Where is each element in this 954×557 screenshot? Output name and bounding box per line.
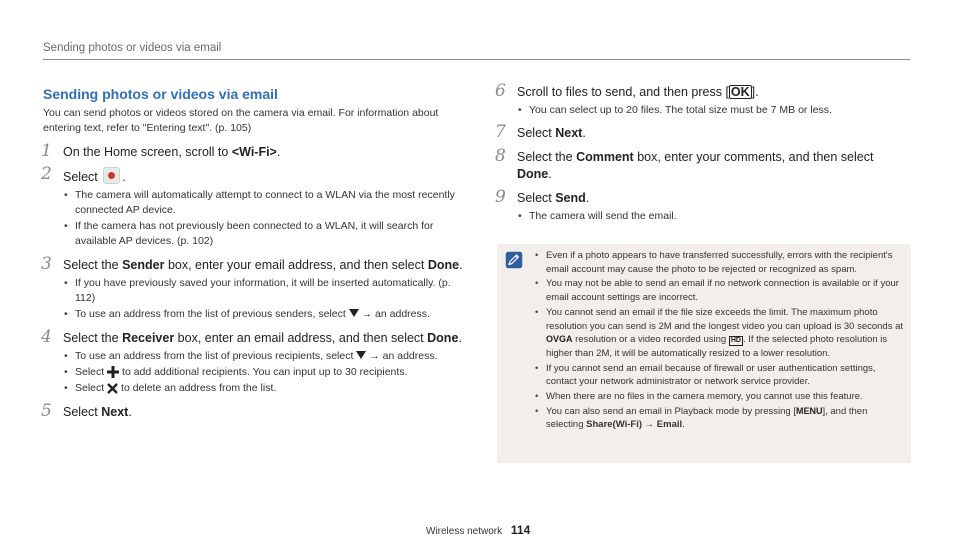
step-1 <box>41 141 463 161</box>
right-column <box>495 81 911 225</box>
down-arrow-icon <box>356 351 366 359</box>
step-text: Scroll to files to send, and then press [ OK ]. <box>517 85 759 99</box>
footer-section: Wireless network <box>426 526 503 537</box>
bullet-item: • Select to delete an address from the list. <box>75 381 463 396</box>
step-4-bullets <box>63 349 463 396</box>
step-number: 3 <box>41 254 52 274</box>
header-rule <box>43 59 910 60</box>
step-text: Select . <box>63 167 463 186</box>
bullet-item: • To use an address from the list of previous recipients, select → an address. <box>75 349 463 364</box>
step-2 <box>41 164 463 249</box>
step-9 <box>495 187 911 224</box>
bullet-item: • If the camera has not previously been connected to a WLAN, it will search for available AP devices. (p. 102) <box>75 219 463 249</box>
bullet-item: • To use an address from the list of previous senders, select → an address. <box>75 307 463 322</box>
step-text: Select the Receiver box, enter an email address, and then select Done. <box>63 331 462 345</box>
step-number: 6 <box>495 81 506 101</box>
note-item: • You cannot send an email if the file size exceeds the limit. The maximum photo resolution you can send is 2M and the longest video you can upload is 30 seconds at OVGA resolution or a video recorded using HD . If the selected photo resolution is higher than 2M, it will be automatically resized to a lower resolution. <box>546 306 904 361</box>
note-box <box>497 244 911 463</box>
bullet-item: • The camera will automatically attempt to connect to a WLAN via the most recently connected AP device. <box>75 188 463 218</box>
step-number: 2 <box>41 164 52 184</box>
step-5 <box>41 401 463 421</box>
note-item: • You may not be able to send an email if no network connection is available or if your email account settings are incorrect. <box>546 277 904 304</box>
step-7 <box>495 122 911 142</box>
menu-button-icon: MENU <box>795 405 823 416</box>
ovga-resolution-icon: OVGA <box>546 334 573 345</box>
bullet-item: • Select to add additional recipients. You can input up to 30 recipients. <box>75 365 463 380</box>
step-2-bullets <box>63 188 463 249</box>
step-9-bullets <box>517 209 911 224</box>
step-number: 5 <box>41 401 52 421</box>
step-number: 1 <box>41 141 52 161</box>
intro-text: You can send photos or videos stored on the camera via email. For information about entering text, refer to "Entering text". (p. 105) <box>43 107 439 134</box>
bullet-item: • The camera will send the email. <box>529 209 911 224</box>
plus-icon <box>107 366 119 378</box>
page-number: 114 <box>510 523 531 537</box>
note-item: • You can also send an email in Playback mode by pressing [MENU], and then selecting Share(Wi-Fi) → Email. <box>546 405 904 432</box>
note-item: • Even if a photo appears to have transferred successfully, errors with the recipient's email account may cause the photo to be rejected or recognized as spam. <box>546 249 904 276</box>
step-number: 4 <box>41 327 52 347</box>
hd-video-icon: HD <box>730 337 741 345</box>
step-number: 8 <box>495 146 506 166</box>
step-3-bullets <box>63 276 463 322</box>
step-number: 9 <box>495 187 506 207</box>
step-text: Select Send. <box>517 191 590 205</box>
ok-button-icon: OK <box>730 85 750 99</box>
left-column <box>43 86 463 421</box>
step-text: On the Home screen, scroll to <Wi-Fi>. <box>63 145 281 159</box>
step-3 <box>41 254 463 322</box>
note-item: • When there are no files in the camera memory, you cannot use this feature. <box>546 390 904 404</box>
section-title: Sending photos or videos via email <box>43 86 278 102</box>
step-number: 7 <box>495 122 506 142</box>
note-item: • If you cannot send an email because of firewall or user authentication settings, contact your network administrator or network service provider. <box>546 362 904 389</box>
page-footer <box>426 523 530 537</box>
step-4 <box>41 327 463 396</box>
step-8 <box>495 146 911 183</box>
down-arrow-icon <box>349 309 359 317</box>
running-head: Sending photos or videos via email <box>43 42 222 54</box>
step-6-bullets <box>517 103 911 118</box>
step-text: Select the Sender box, enter your email address, and then select Done. <box>63 258 463 272</box>
step-text: Select Next. <box>517 126 586 140</box>
bullet-item: • You can select up to 20 files. The total size must be 7 MB or less. <box>529 103 911 118</box>
note-pencil-icon <box>505 251 523 269</box>
email-wifi-icon <box>103 167 120 184</box>
close-icon <box>107 383 118 394</box>
step-text: Select the Comment box, enter your comments, and then select Done. <box>517 150 874 181</box>
bullet-item: • If you have previously saved your information, it will be inserted automatically. (p. 112) <box>75 276 463 306</box>
step-text: Select Next. <box>63 405 132 419</box>
note-list <box>546 249 904 433</box>
step-6 <box>495 81 911 118</box>
